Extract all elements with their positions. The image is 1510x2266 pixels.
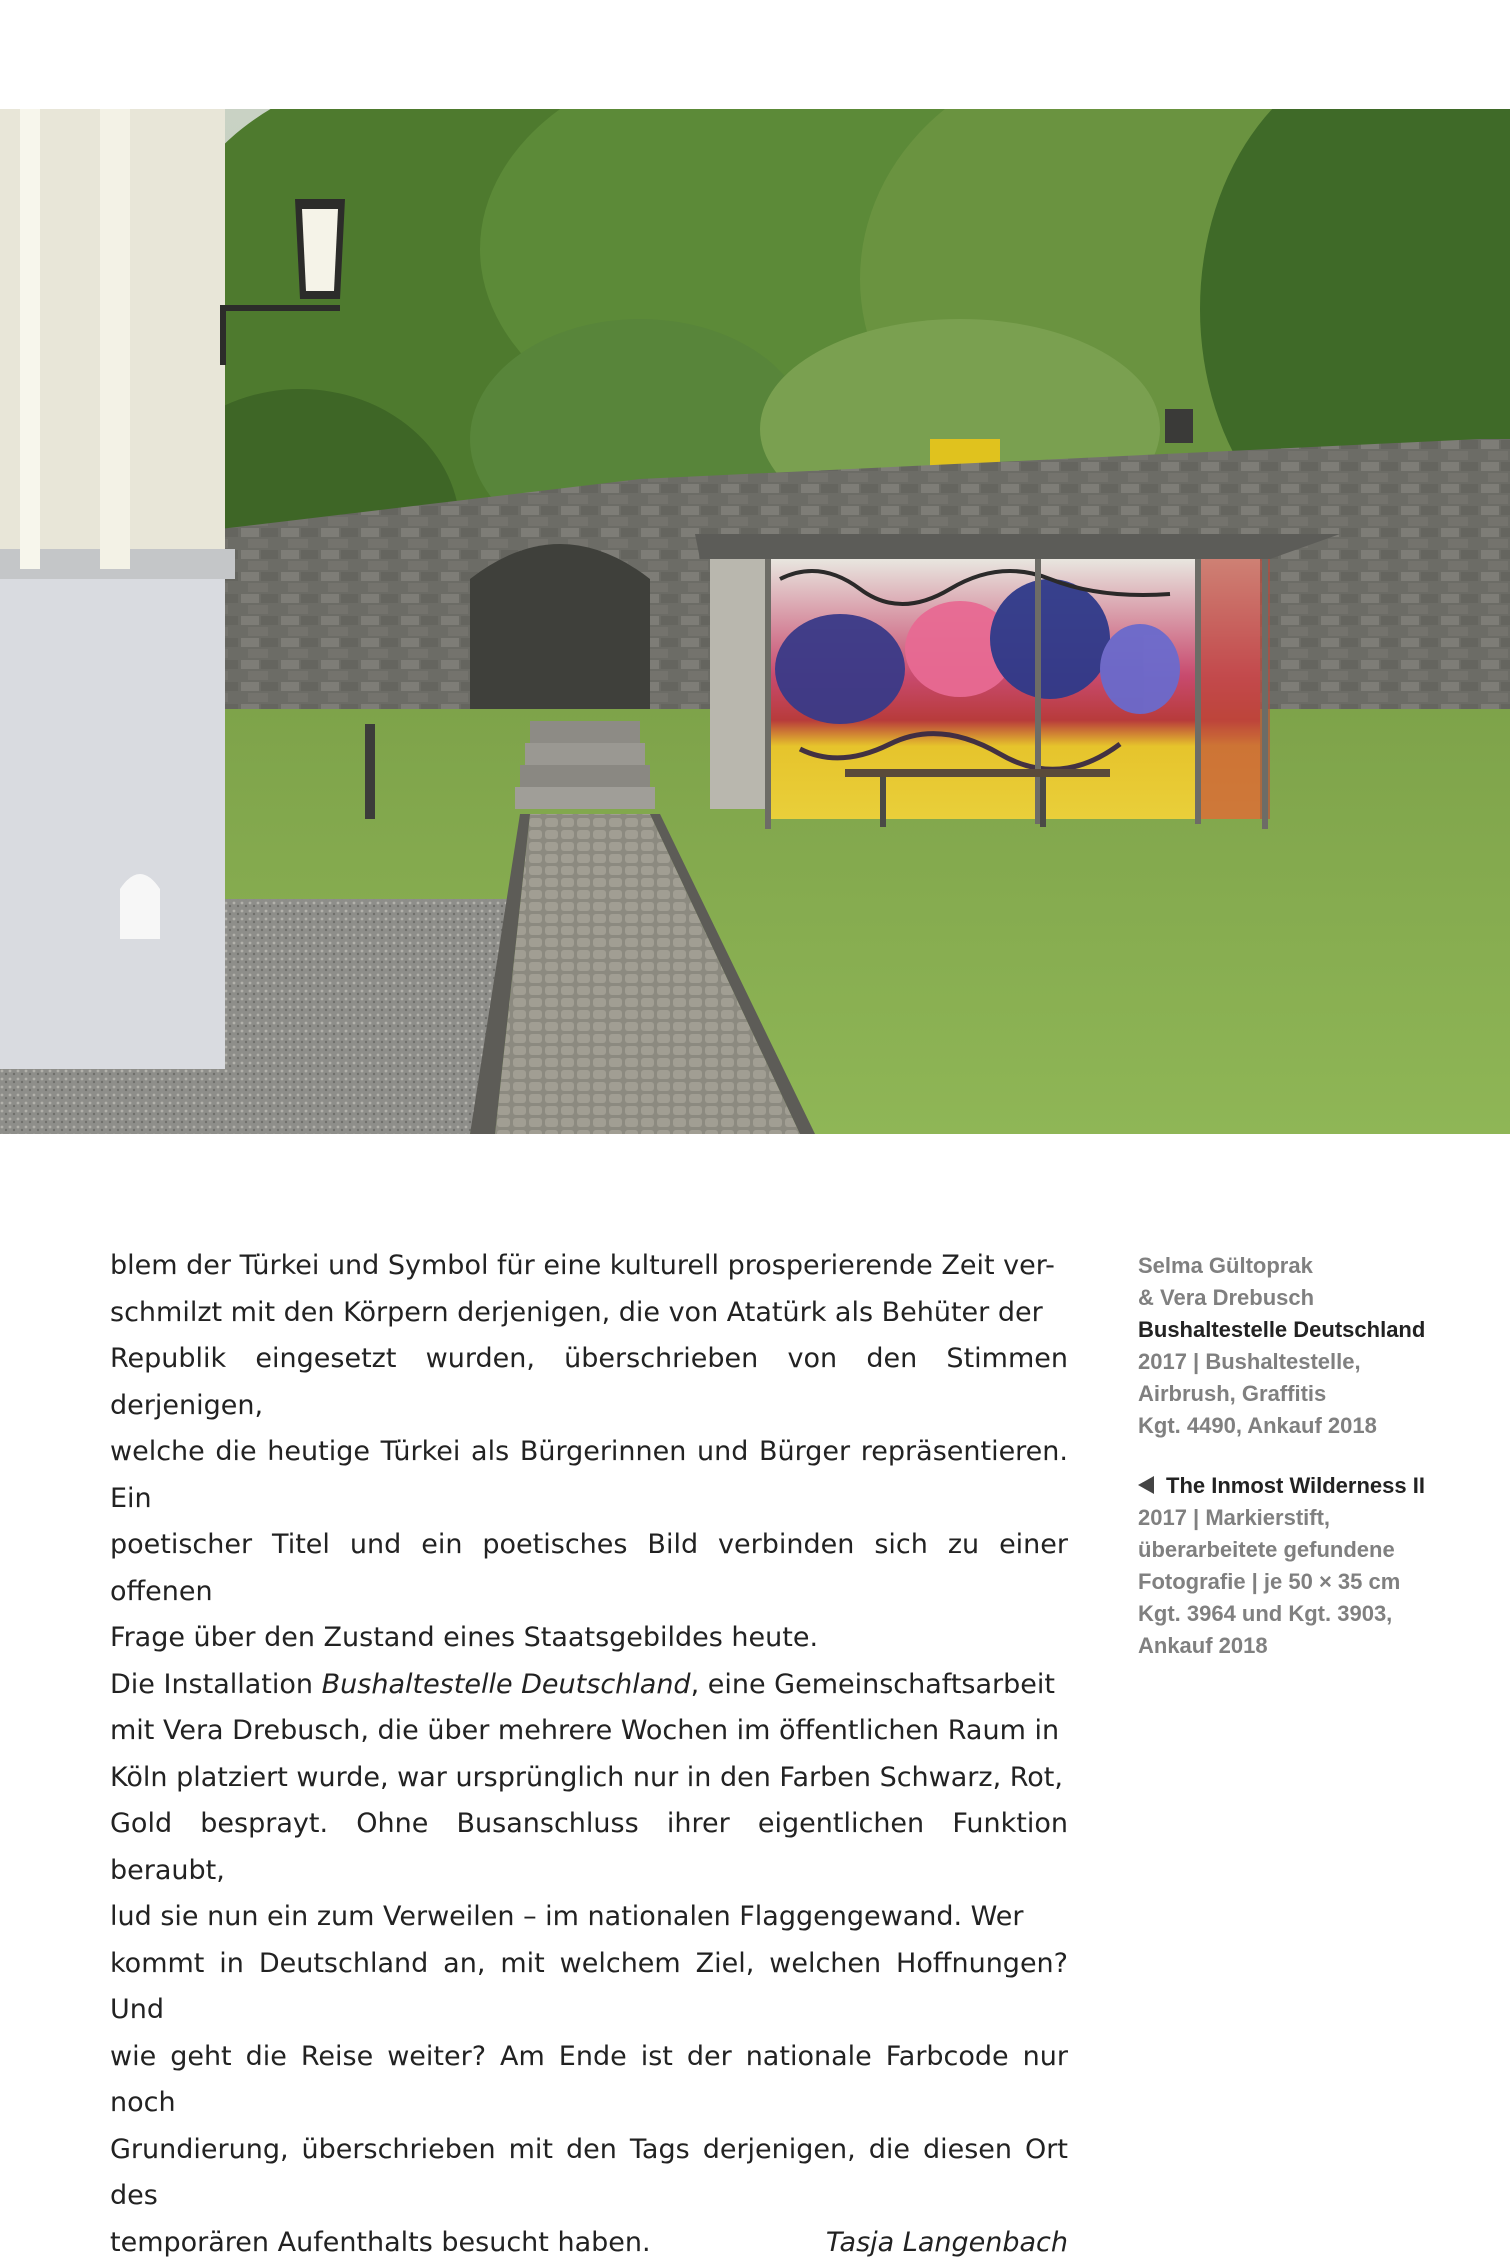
caption-artist: & Vera Drebusch [1138, 1282, 1498, 1314]
caption-inmost-wilderness [1138, 1470, 1498, 1662]
text-line: schmilzt mit den Körpern derjenigen, die von Atatürk als Behüter der [110, 1297, 1043, 1328]
text-line: Grundierung, überschrieben mit den Tags derjenigen, die diesen Ort des [110, 2134, 1068, 2212]
text-line: welche die heutige Türkei als Bürgerinnen und Bürger repräsentieren. Ein [110, 1436, 1068, 1514]
text-line: Frage über den Zustand eines Staatsgebildes heute. [110, 1622, 818, 1653]
text-fragment: Die Installation [110, 1669, 322, 1700]
caption-detail: Fotografie | je 50 × 35 cm [1138, 1566, 1498, 1598]
caption-bushaltestelle [1138, 1250, 1498, 1442]
caption-artist: Selma Gültoprak [1138, 1250, 1498, 1282]
text-line: poetischer Titel und ein poetisches Bild verbinden sich zu einer offenen [110, 1529, 1068, 1607]
caption-detail: Kgt. 4490, Ankauf 2018 [1138, 1410, 1498, 1442]
text-fragment: , eine Gemeinschaftsarbeit [691, 1669, 1055, 1700]
paragraph-2 [110, 1662, 1068, 2220]
text-line: wie geht die Reise weiter? Am Ende ist der nationale Farbcode nur noch [110, 2041, 1068, 2119]
text-line: temporären Aufenthalts besucht haben. [110, 2220, 651, 2266]
author-name: Tasja Langenbach [826, 2220, 1068, 2266]
caption-detail: 2017 | Markierstift, [1138, 1502, 1498, 1534]
caption-detail: Kgt. 3964 und Kgt. 3903, [1138, 1598, 1498, 1630]
bus-shelter-photograph [0, 109, 1510, 1134]
caption-detail: 2017 | Bushaltestelle, [1138, 1346, 1498, 1378]
article-body [110, 1243, 1068, 2266]
text-line: kommt in Deutschland an, mit welchem Ziel, welchen Hoffnungen? Und [110, 1948, 1068, 2026]
caption-detail: Ankauf 2018 [1138, 1630, 1498, 1662]
text-line: Republik eingesetzt wurden, überschrieben von den Stimmen derjenigen, [110, 1343, 1068, 1421]
artwork-title: Bushaltestelle Deutschland [322, 1669, 691, 1700]
text-line: Gold besprayt. Ohne Busanschluss ihrer eigentlichen Funktion beraubt, [110, 1808, 1068, 1886]
caption-title: Bushaltestelle Deutschland [1138, 1314, 1498, 1346]
paragraph-1 [110, 1243, 1068, 1662]
closing-line [110, 2220, 1068, 2266]
caption-detail: überarbeitete gefundene [1138, 1534, 1498, 1566]
text-line: lud sie nun ein zum Verweilen – im nationalen Flaggengewand. Wer [110, 1901, 1023, 1932]
text-line: blem der Türkei und Symbol für eine kulturell prosperierende Zeit ver- [110, 1250, 1055, 1281]
left-triangle-icon [1138, 1476, 1154, 1494]
text-line: mit Vera Drebusch, die über mehrere Wochen im öffentlichen Raum in [110, 1715, 1059, 1746]
text-line: Köln platziert wurde, war ursprünglich nur in den Farben Schwarz, Rot, [110, 1762, 1063, 1793]
image-captions [1138, 1250, 1498, 1690]
photograph-icon [0, 109, 1510, 1134]
caption-detail: Airbrush, Graffitis [1138, 1378, 1498, 1410]
caption-title-row [1138, 1470, 1498, 1502]
caption-title: The Inmost Wilderness II [1166, 1473, 1425, 1498]
